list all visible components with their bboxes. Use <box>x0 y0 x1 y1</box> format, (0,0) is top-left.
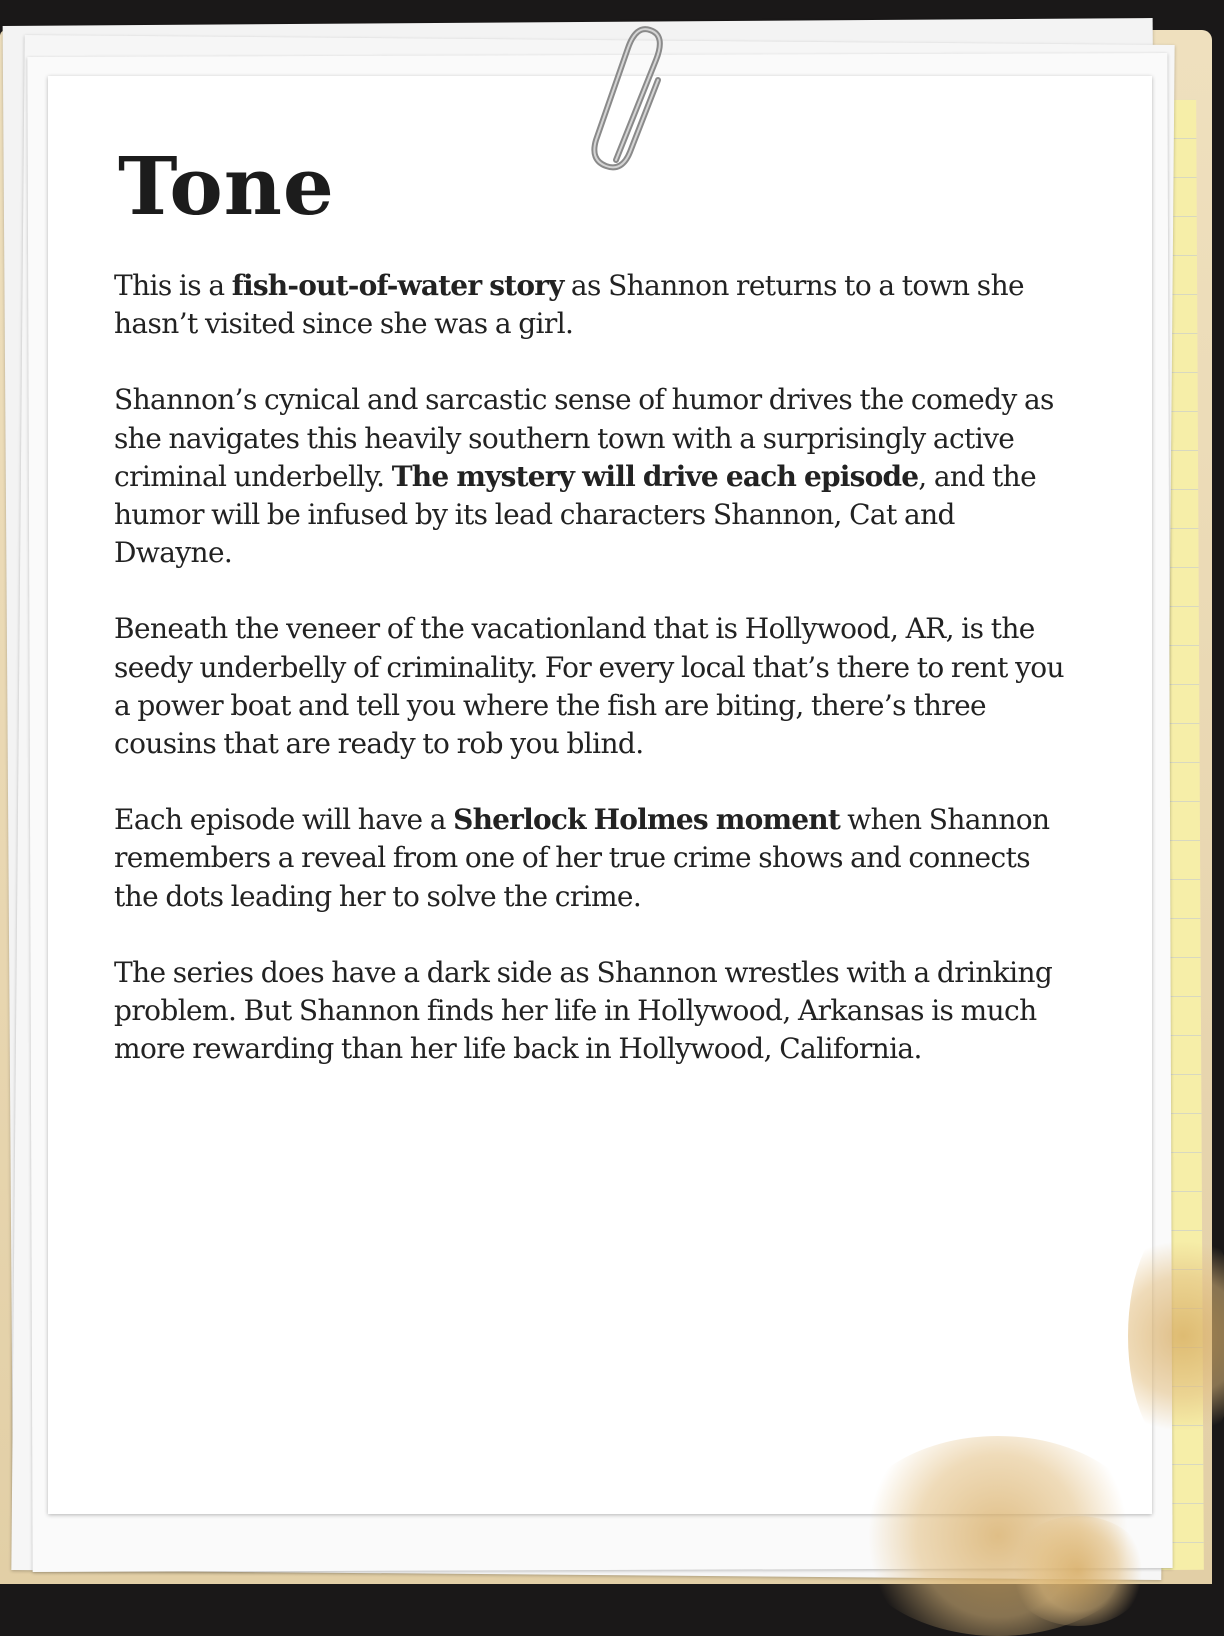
paragraph-text: when Shannon remembers a reveal from one of her true crime shows and connects the dots leading her to solve the crime. <box>114 803 1050 913</box>
emphasis-text: fish-out-of-water story <box>231 269 564 302</box>
body-paragraph <box>114 381 1074 572</box>
emphasis-text: The mystery will drive each episode <box>391 459 919 493</box>
body-paragraph <box>114 954 1074 1069</box>
paperclip-icon <box>586 20 686 180</box>
paragraph-text: Shannon’s cynical and sarcastic sense of humor drives the comedy as she navigates this heavily southern town with a surprisingly active criminal underbelly. <box>114 383 1054 493</box>
paragraph-text: Beneath the veneer of the vacationland that is Hollywood, AR, is the seedy underbelly of criminality. For every local that’s there to rent you a power boat and tell you where the fish are biting, there’s three cousins that are ready to rob you blind. <box>114 612 1064 761</box>
body-paragraph <box>114 610 1074 763</box>
body-paragraph <box>114 801 1074 916</box>
coffee-stain <box>1008 1516 1148 1626</box>
paragraph-text: Each episode will have a <box>114 803 454 837</box>
paragraph-text: The series does have a dark side as Shannon wrestles with a drinking problem. But Shannon finds her life in Hollywood, Arkansas is much more rewarding than her life back in Hollywood, California. <box>114 955 1053 1066</box>
coffee-stain <box>1128 1216 1224 1456</box>
body-paragraph <box>114 267 1074 343</box>
paragraph-text: This is a <box>114 269 232 302</box>
page-title: Tone <box>118 139 335 233</box>
emphasis-text: Sherlock Holmes moment <box>453 803 840 837</box>
paragraph-text: as Shannon returns to a town she hasn’t visited since she was a girl. <box>114 269 1024 341</box>
body-text <box>114 267 1074 1106</box>
paragraph-text: , and the humor will be infused by its lead characters Shannon, Cat and Dwayne. <box>114 459 1037 570</box>
